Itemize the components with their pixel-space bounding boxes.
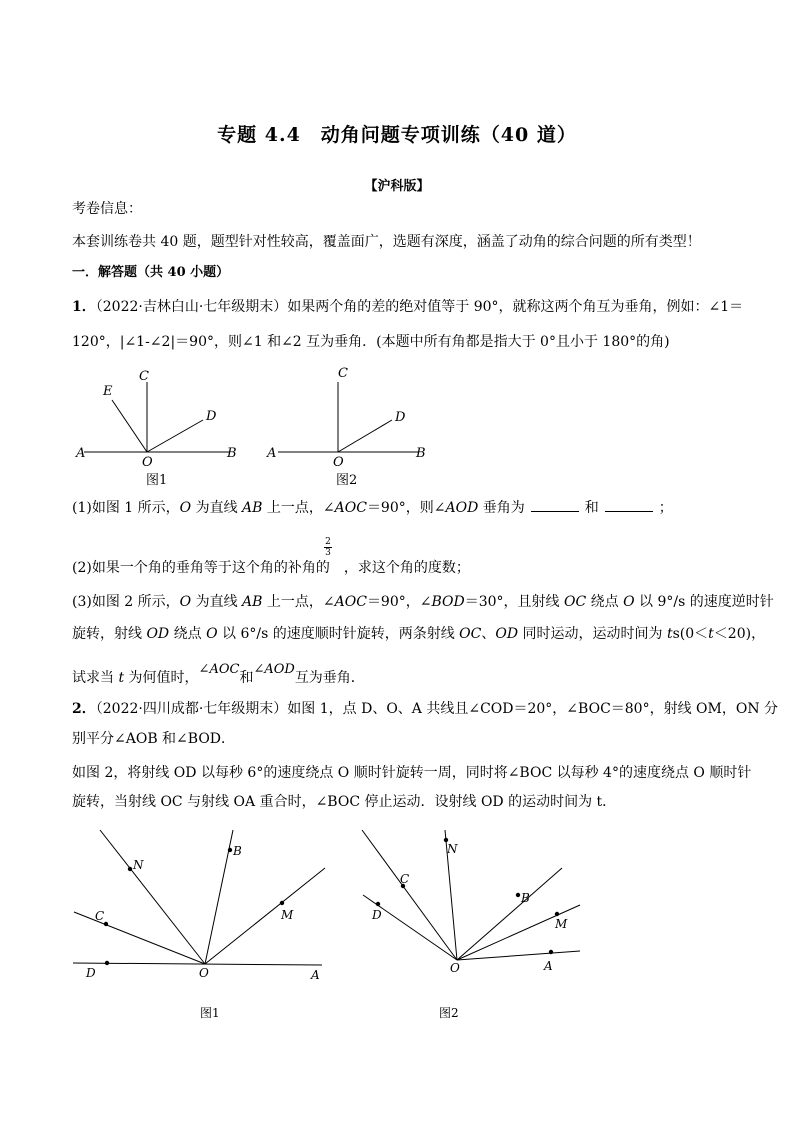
part3-l2-e: 同时运动，运动时间为	[518, 626, 667, 642]
ray-om-fig1	[205, 868, 325, 964]
part3-o2: O	[623, 594, 635, 610]
q2-line1-text: 如图 1，点 D、O、A 共线且∠COD＝20°，∠BOC＝80°，射线 OM，ON 分	[287, 701, 779, 717]
q2-fig2-caption: 图2	[439, 1006, 459, 1020]
part1-text-b: 为直线	[191, 500, 243, 516]
part3-l2-a: 旋转，射线	[72, 626, 147, 642]
ray-oe-fig1	[112, 400, 147, 452]
q1-number: 1．	[72, 299, 96, 315]
point-n-fig1	[128, 867, 132, 871]
q1-part3-line2	[72, 624, 766, 644]
part1-o: O	[179, 500, 192, 516]
q2-figure-2	[362, 830, 580, 1020]
point-a-fig2	[549, 950, 553, 954]
part3-text-d: ＝90°，∠	[366, 594, 432, 610]
exam-info-label: 考卷信息：	[72, 201, 142, 217]
part3-l2-o: O	[206, 626, 218, 642]
part3-ab: AB	[242, 594, 263, 610]
part3-bod: BOD	[431, 594, 465, 610]
part1-text-d: ＝90°，则∠	[366, 500, 446, 516]
part3-l3-c: 互为垂角．	[294, 670, 365, 686]
fraction-numerator: 2	[325, 537, 331, 547]
q1-figure-2	[266, 366, 426, 488]
fraction-two-thirds	[324, 538, 332, 557]
label-o-q2f2: O	[450, 961, 460, 975]
part3-text-b: 为直线	[191, 594, 243, 610]
ray-oa-fig2	[457, 951, 580, 960]
part3-l2-g: ＜20)，	[713, 626, 766, 642]
part3-l2-t: t	[666, 626, 673, 642]
part3-l2-d: 、	[481, 626, 496, 642]
ray-oc-fig1	[74, 912, 205, 964]
label-a-fig1: A	[76, 446, 86, 461]
label-b-fig1: B	[227, 446, 237, 461]
point-c-fig1	[104, 922, 108, 926]
part3-l2-f: s(0＜	[672, 626, 709, 642]
ray-om-fig2	[457, 905, 580, 960]
part3-text-a: (3)如图 2 所示，	[72, 594, 180, 610]
part3-oc: OC	[564, 594, 587, 610]
q1-line2: 120°，|∠1-∠2|＝90°，则∠1 和∠2 互为垂角．(本题中所有角都是指大于 0°且小于 180°的角)	[72, 334, 670, 350]
part3-o: O	[179, 594, 192, 610]
label-b-q2f1: B	[233, 844, 242, 858]
angle-aoc-label: ∠AOC	[198, 662, 240, 677]
label-m-q2f2: M	[555, 917, 568, 931]
q2-figures	[60, 820, 600, 1030]
angle-and: 和	[239, 670, 254, 686]
q2-line4: 旋转，当射线 OC 与射线 OA 重合时，∠BOC 停止运动．设射线 OD 的运动时间为 t．	[72, 794, 617, 810]
q1-part3-line1	[72, 592, 774, 612]
label-o-q2f1: O	[199, 966, 209, 980]
fraction-denominator: 3	[325, 548, 331, 558]
edition-label: 【沪科版】	[364, 179, 430, 194]
q2-line2: 别平分∠AOB 和∠BOD．	[72, 731, 236, 747]
part3-text-f: 绕点	[586, 594, 624, 610]
q1-figures	[70, 362, 450, 492]
part1-ab: AB	[242, 500, 263, 516]
part1-aod: AOD	[445, 500, 479, 516]
page-title: 专题 4.4 动角问题专项训练（40 道）	[217, 124, 577, 146]
q1-figure-1	[75, 369, 237, 488]
part3-l2-od2: OD	[495, 626, 519, 642]
part3-l2-t2: t	[708, 626, 714, 642]
q1-line1-text: 如果两个角的差的绝对值等于 90°，就称这两个角互为垂角，例如：∠1＝	[287, 299, 744, 315]
part3-l2-od: OD	[146, 626, 170, 642]
label-b-q2f2: B	[521, 891, 530, 905]
label-d-q2f1: D	[86, 966, 96, 980]
part3-text-c: 上一点，∠	[262, 594, 335, 610]
label-o-fig1: O	[142, 455, 153, 470]
label-n-q2f1: N	[133, 858, 144, 872]
part3-l3-b: 为何值时，	[124, 670, 199, 686]
q2-line1	[72, 699, 779, 719]
part1-aoc: AOC	[334, 500, 367, 516]
part3-l3-a: 试求当	[72, 670, 119, 686]
label-b-fig2: B	[416, 446, 426, 461]
fig1-caption: 图1	[146, 473, 168, 488]
q2-figure-1	[73, 830, 325, 1020]
part1-text-a: (1)如图 1 所示，	[72, 500, 180, 516]
part3-l2-c: 以 6°/s 的速度顺时针旋转，两条射线	[217, 626, 460, 642]
fig2-caption: 图2	[336, 473, 358, 488]
point-b-fig1	[228, 848, 232, 852]
label-a-q2f2: A	[544, 959, 553, 973]
part1-text-c: 上一点，∠	[262, 500, 335, 516]
q2-fig1-caption: 图1	[200, 1006, 220, 1020]
point-m-fig2	[555, 912, 559, 916]
point-d-fig2	[376, 902, 380, 906]
ray-od-fig2	[338, 420, 392, 452]
q2-number: 2．	[72, 701, 96, 717]
section-heading: 一．解答题（共 40 小题）	[72, 265, 230, 280]
part3-aoc: AOC	[334, 594, 367, 610]
q1-line1	[72, 297, 744, 317]
label-d-fig1: D	[206, 409, 217, 424]
label-c-fig2: C	[338, 366, 348, 381]
label-c-q2f1: C	[95, 909, 105, 923]
q1-part2	[72, 558, 732, 578]
line-da-fig1	[73, 963, 322, 965]
q1-source: （2022·吉林白山·七年级期末）	[95, 299, 288, 315]
part2-text-b: ，求这个角的度数；	[343, 560, 470, 576]
intro-text: 本套训练卷共 40 题，题型针对性较高，覆盖面广，选题有深度，涵盖了动角的综合问题的所有类型！	[72, 234, 701, 250]
point-d-fig1	[105, 961, 109, 965]
part3-l2-oc: OC	[459, 626, 482, 642]
part3-l3-t: t	[118, 670, 125, 686]
ray-on-fig1	[100, 830, 205, 964]
part3-l2-b: 绕点	[169, 626, 207, 642]
q1-part1	[72, 497, 732, 518]
angle-aod-label: ∠AOD	[253, 662, 295, 677]
answer-blank-1[interactable]	[531, 497, 579, 512]
label-e-fig1: E	[103, 384, 113, 399]
label-n-q2f2: N	[447, 842, 458, 856]
label-m-q2f1: M	[281, 908, 294, 922]
answer-blank-2[interactable]	[605, 497, 653, 512]
part3-text-e: ＝30°，且射线	[464, 594, 564, 610]
q1-part3-line3	[72, 662, 732, 689]
label-c-fig1: C	[139, 369, 149, 384]
ray-ob-fig2	[457, 868, 562, 960]
point-m-fig1	[280, 901, 284, 905]
label-d-q2f2: D	[372, 908, 382, 922]
ray-od-fig1	[147, 420, 203, 452]
ray-oc-fig2	[362, 830, 457, 960]
part1-end: ；	[658, 500, 673, 516]
point-b-fig2	[516, 893, 520, 897]
part1-text-e: 垂角为	[478, 500, 525, 516]
part3-text-g: 以 9°/s 的速度逆时针	[634, 594, 774, 610]
q2-source: （2022·四川成都·七年级期末）	[95, 701, 288, 717]
label-a-fig2: A	[267, 446, 277, 461]
label-d-fig2: D	[395, 410, 406, 425]
label-o-fig2: O	[333, 455, 344, 470]
part1-and: 和	[584, 500, 599, 516]
q2-line3: 如图 2，将射线 OD 以每秒 6°的速度绕点 O 顺时针旋转一周，同时将∠BOC 以每秒 4°的速度绕点 O 顺时针	[72, 765, 752, 781]
part2-text-a: (2)如果一个角的垂角等于这个角的补角的	[72, 560, 330, 576]
label-a-q2f1: A	[311, 968, 320, 982]
label-c-q2f2: C	[400, 872, 410, 886]
